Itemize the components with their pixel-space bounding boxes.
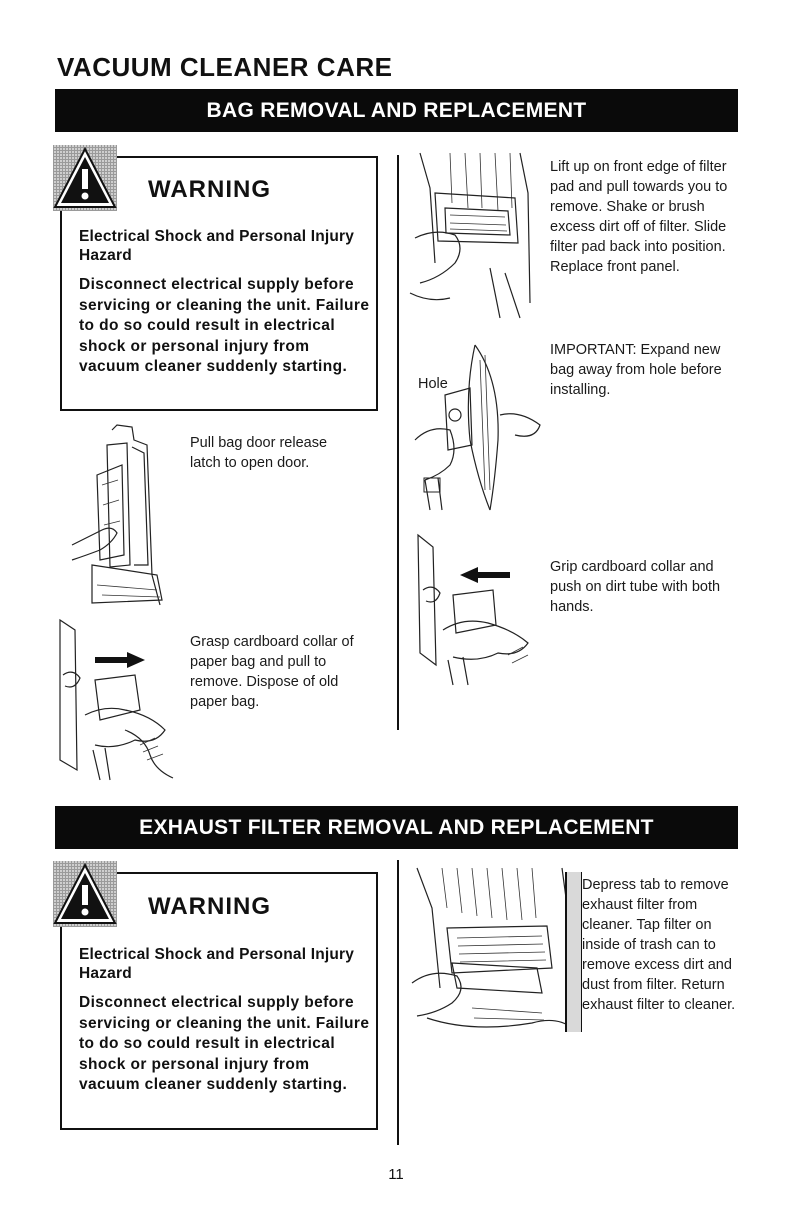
- warning-icon: [53, 861, 117, 927]
- grip-collar-illustration: [418, 535, 548, 685]
- step-grip-collar: Grip cardboard collar and push on dirt tube with both hands.: [550, 559, 721, 615]
- warning-icon: [53, 145, 117, 211]
- page-number: 11: [388, 1166, 404, 1183]
- arrow-right-icon: [95, 652, 145, 668]
- column-divider: [397, 155, 399, 730]
- exhaust-filter-illustration: [412, 868, 582, 1033]
- step-bag-door: Pull bag door release latch to open door.: [190, 435, 328, 471]
- page-title: VACUUM CLEANER CARE: [57, 52, 393, 82]
- expand-bag-illustration: [410, 340, 545, 510]
- section-heading-bag: BAG REMOVAL AND REPLACEMENT: [55, 89, 738, 132]
- warning-body: Disconnect electrical supply before servicing or cleaning the unit. Failure to do so could result in electrical shock or personal injury from vacuum cleaner suddenly starting.: [79, 994, 370, 1093]
- step-exhaust-tab: Depress tab to remove exhaust filter from cleaner. Tap filter on inside of trash can to remove excess dirt and dust from filter. Return exhaust filter to cleaner.: [582, 877, 736, 1013]
- warning-hazard: Electrical Shock and Personal Injury Hazard: [79, 228, 355, 264]
- arrow-left-icon: [460, 567, 510, 583]
- step-filter-pad: Lift up on front edge of filter pad and pull towards you to remove. Shake or brush excess dirt off of filter. Slide filter pad back into position. Replace front panel.: [550, 159, 728, 275]
- filter-pad-illustration: [410, 153, 545, 318]
- warning-hazard: Electrical Shock and Personal Injury Hazard: [79, 946, 355, 982]
- hole-label: Hole: [418, 376, 448, 392]
- grasp-collar-illustration: [55, 620, 180, 780]
- warning-title: WARNING: [148, 893, 271, 920]
- vacuum-bag-door-illustration: [72, 425, 172, 605]
- warning-body: Disconnect electrical supply before servicing or cleaning the unit. Failure to do so could result in electrical shock or personal injury from vacuum cleaner suddenly starting.: [79, 276, 370, 375]
- warning-title: WARNING: [148, 176, 271, 203]
- column-divider: [397, 860, 399, 1145]
- section-heading-exhaust: EXHAUST FILTER REMOVAL AND REPLACEMENT: [55, 806, 738, 849]
- step-grasp-collar: Grasp cardboard collar of paper bag and pull to remove. Dispose of old paper bag.: [190, 634, 354, 710]
- exhaust-filter-tab: [565, 872, 582, 1032]
- step-important: IMPORTANT: Expand new bag away from hole before installing.: [550, 342, 722, 398]
